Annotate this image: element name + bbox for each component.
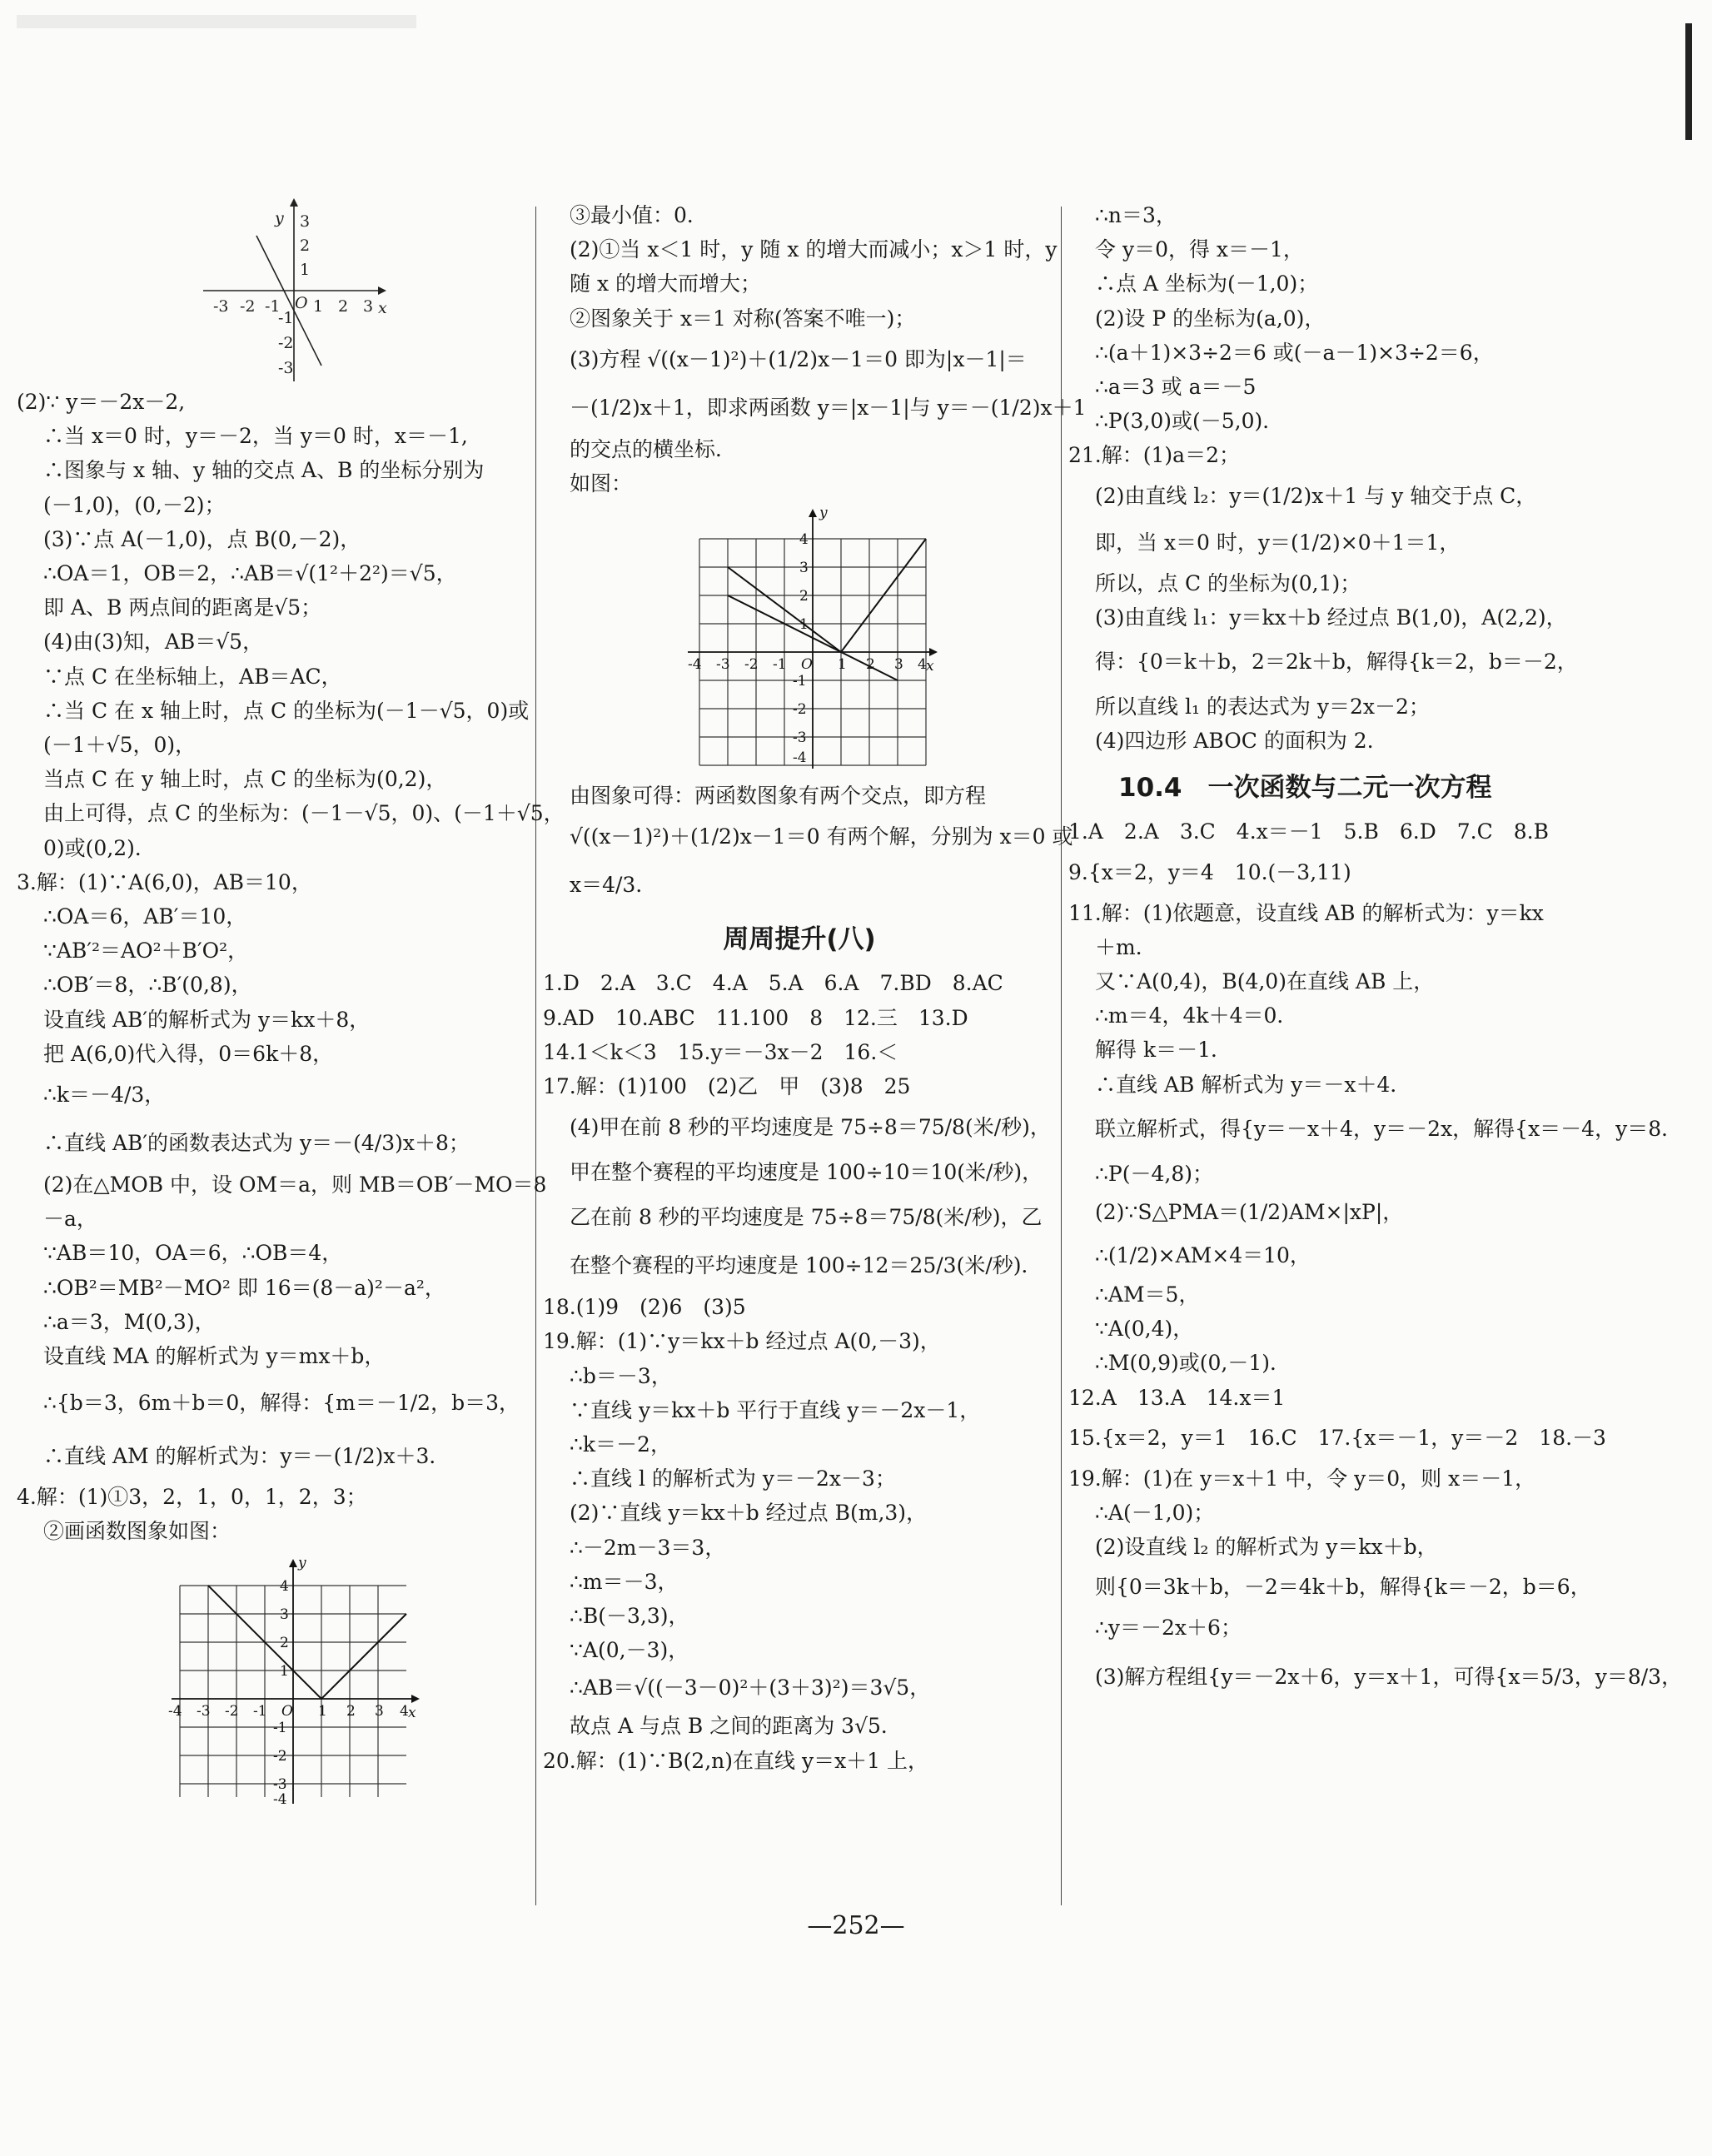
text-line: ∴a＝3，M(0,3)， [43, 1309, 216, 1334]
x-tick-label: -2 [744, 656, 759, 674]
text-line: 4.解：(1)①3，2，1，0，1，2，3； [17, 1485, 367, 1510]
y-axis-label: y [819, 505, 828, 522]
graph-abs-value-function [165, 1556, 423, 1805]
text-line: ∵AB＝10，OA＝6，∴OB＝4， [43, 1241, 343, 1266]
x-tick-label: 3 [363, 297, 374, 316]
text-line: 把 A(6,0)代入得，0＝6k＋8， [43, 1041, 334, 1066]
y-tick-label: 3 [280, 1606, 289, 1623]
text-line: (2)∵直线 y＝kx＋b 经过点 B(m,3)， [570, 1501, 928, 1526]
text-line: (－1,0)，(0,－2)； [43, 492, 226, 517]
text-line: ∵点 C 在坐标轴上，AB＝AC， [43, 664, 342, 689]
y-tick-label: -2 [273, 1747, 287, 1765]
x-tick-label: 3 [375, 1702, 384, 1720]
y-tick-label: 2 [280, 1634, 289, 1651]
column-divider-2 [1061, 207, 1062, 1905]
y-tick-label: 2 [300, 237, 311, 255]
scan-top-noise [17, 15, 416, 28]
text-line: ∴k＝－2， [570, 1432, 671, 1457]
y-tick-label: 2 [799, 588, 809, 605]
text-line: ∴(a＋1)×3÷2＝6 或(－a－1)×3÷2＝6， [1095, 340, 1494, 365]
text-line: 甲在整个赛程的平均速度是 100÷10＝10(米/秒)， [570, 1160, 1043, 1185]
y-tick-label: 1 [300, 261, 311, 279]
text-line: 14.1＜k＜3 15.y＝－3x－2 16.＜ [543, 1039, 898, 1064]
text-line: 由上可得，点 C 的坐标为：(－1－√5，0)、(－1＋√5， [43, 801, 565, 826]
text-line: ∴(1/2)×AM×4＝10， [1095, 1243, 1311, 1268]
x-tick-label: 4 [400, 1702, 409, 1720]
text-line: 9.{x＝2，y＝4 10.(－3,11) [1068, 859, 1351, 884]
x-tick-label: -4 [168, 1702, 182, 1720]
text-line: ②图象关于 x＝1 对称(答案不唯一)； [570, 306, 916, 331]
origin-label: O [281, 1702, 293, 1720]
y-tick-label: 4 [280, 1577, 289, 1595]
graph-line-y-neg2x-neg2 [197, 198, 396, 385]
text-line: 17.解：(1)100 (2)乙 甲 (3)8 25 [543, 1074, 911, 1099]
answer-column-1 [17, 198, 565, 1805]
text-line: ∴OB²＝MB²－MO² 即 16＝(8－a)²－a²， [43, 1275, 445, 1300]
text-line: x＝4/3． [570, 873, 657, 898]
y-tick-label: -1 [278, 309, 294, 327]
text-line: ③最小值：0． [570, 203, 708, 227]
x-tick-label: -1 [265, 297, 281, 316]
text-line: 21.解：(1)a＝2； [1068, 443, 1240, 468]
text-line: ∴n＝3， [1095, 203, 1177, 227]
text-line: ∴OA＝6，AB′＝10， [43, 904, 247, 929]
y-tick-label: 3 [799, 560, 809, 577]
section-title-weekly-review: 周周提升(八) [723, 924, 876, 955]
text-line: ∴AM＝5， [1095, 1282, 1200, 1307]
text-line: 故点 A 与点 B 之间的距离为 3√5． [570, 1714, 902, 1739]
text-line: ∴直线 AB 解析式为 y＝－x＋4． [1095, 1072, 1411, 1097]
x-tick-label: 2 [346, 1702, 356, 1720]
text-line: 由图象可得：两函数图象有两个交点，即方程 [570, 784, 987, 809]
x-tick-label: -2 [225, 1702, 239, 1720]
text-line: 所以，点 C 的坐标为(0,1)； [1095, 570, 1361, 595]
text-line: 12.A 13.A 14.x＝1 [1068, 1385, 1286, 1410]
x-tick-label: 4 [918, 656, 927, 674]
text-line: (2)设 P 的坐标为(a,0)， [1095, 306, 1326, 331]
text-line: 令 y＝0，得 x＝－1， [1095, 237, 1304, 262]
text-line: －(1/2)x＋1，即求两函数 y＝|x－1|与 y＝－(1/2)x＋1 [570, 395, 1087, 420]
x-axis-label: x [408, 1704, 416, 1721]
text-line: ∴当 x＝0 时，y＝－2，当 y＝0 时，x＝－1, [43, 424, 468, 449]
x-tick-label: -1 [253, 1702, 267, 1720]
text-line: √((x－1)²)＋(1/2)x－1＝0 有两个解，分别为 x＝0 或 [570, 824, 1073, 849]
text-line: ∵A(0,－3)， [570, 1638, 689, 1663]
text-line: ∴直线 l 的解析式为 y＝－2x－3； [570, 1466, 896, 1491]
text-line: ∴直线 AB′的函数表达式为 y＝－(4/3)x＋8； [43, 1131, 470, 1156]
y-tick-label: 4 [799, 531, 809, 549]
column-divider-1 [535, 207, 536, 1905]
text-line: (3)方程 √((x－1)²)＋(1/2)x－1＝0 即为|x－1|＝ [570, 346, 1027, 371]
text-line: (3)解方程组{y＝－2x＋6，y＝x＋1，可得{x＝5/3，y＝8/3， [1095, 1664, 1683, 1689]
y-tick-label: -1 [793, 673, 807, 690]
text-line: (2)设直线 l₂ 的解析式为 y＝kx＋b， [1095, 1535, 1438, 1560]
x-tick-label: 3 [894, 656, 903, 674]
text-line: (4)四边形 ABOC 的面积为 2. [1095, 729, 1374, 754]
y-axis-label: y [275, 209, 284, 227]
text-line: 19.解：(1)∵y＝kx＋b 经过点 A(0,－3)， [543, 1329, 941, 1354]
x-tick-label: 1 [838, 656, 847, 674]
text-line: ∴m＝－3， [570, 1569, 679, 1594]
text-line: 11.解：(1)依题意，设直线 AB 的解析式为：y＝kx [1068, 900, 1544, 925]
text-line: (4)甲在前 8 秒的平均速度是 75÷8＝75/8(米/秒)， [570, 1115, 1051, 1140]
text-line: 的交点的横坐标． [570, 436, 737, 461]
text-line: (2)∵S△PMA＝(1/2)AM×|xP|， [1095, 1200, 1404, 1225]
text-line: ∴B(－3,3)， [570, 1604, 689, 1629]
x-tick-label: 1 [318, 1702, 327, 1720]
text-line: 又∵A(0,4)，B(4,0)在直线 AB 上， [1095, 969, 1435, 994]
text-line: 即 A、B 两点间的距离是√5； [43, 595, 322, 620]
text-line: (4)由(3)知，AB＝√5， [43, 630, 264, 655]
text-line: ∵A(0,4)， [1095, 1317, 1194, 1342]
text-line: 20.解：(1)∵B(2,n)在直线 y＝x＋1 上， [543, 1748, 929, 1773]
text-line: 随 x 的增大而增大； [570, 271, 761, 296]
text-line: 乙在前 8 秒的平均速度是 75÷8＝75/8(米/秒)，乙 [570, 1205, 1043, 1230]
text-line: －a， [43, 1207, 97, 1232]
x-tick-label: -2 [240, 297, 256, 316]
x-tick-label: -3 [716, 656, 730, 674]
text-line: 即，当 x＝0 时，y＝(1/2)×0＋1＝1， [1095, 530, 1461, 555]
text-line: ∴A(－1,0)； [1095, 1501, 1215, 1526]
text-line: 0)或(0,2)． [43, 835, 156, 860]
text-line: (2)∵ y＝－2x－2, [17, 390, 186, 414]
x-axis-label: x [378, 299, 387, 317]
text-line: ∴P(－4,8)； [1095, 1161, 1213, 1186]
text-line: 18.(1)9 (2)6 (3)5 [543, 1295, 746, 1320]
x-tick-label: -3 [213, 297, 229, 316]
text-line: 联立解析式，得{y＝－x＋4，y＝－2x，解得{x＝－4，y＝8． [1095, 1116, 1683, 1141]
text-line: ∵直线 y＝kx＋b 平行于直线 y＝－2x－1， [570, 1397, 981, 1422]
text-line: 19.解：(1)在 y＝x＋1 中，令 y＝0，则 x＝－1， [1068, 1466, 1536, 1491]
text-line: ∴a＝3 或 a＝－5 [1095, 375, 1257, 400]
x-tick-label: 2 [866, 656, 875, 674]
page-number: —252— [807, 1911, 905, 1940]
text-line: 1.A 2.A 3.C 4.x＝－1 5.B 6.D 7.C 8.B [1068, 819, 1549, 844]
text-line: 1.D 2.A 3.C 4.A 5.A 6.A 7.BD 8.AC [543, 971, 1003, 996]
y-tick-label: -3 [273, 1775, 287, 1793]
y-tick-label: 1 [799, 616, 809, 634]
text-line: ∴当 C 在 x 轴上时，点 C 的坐标为(－1－√5，0)或 [43, 698, 530, 723]
text-line: 则{0＝3k＋b，－2＝4k＋b，解得{k＝－2，b＝6， [1095, 1575, 1591, 1600]
x-tick-label: -1 [773, 656, 787, 674]
text-line: ②画函数图象如图： [43, 1519, 231, 1544]
scan-edge-mark [1685, 23, 1692, 140]
text-line: ∴直线 AM 的解析式为：y＝－(1/2)x＋3． [43, 1444, 450, 1469]
text-line: ∴k＝－4/3， [43, 1083, 166, 1108]
origin-label: O [801, 656, 813, 674]
text-line: ∴图象与 x 轴、y 轴的交点 A、B 的坐标分别为 [43, 458, 485, 483]
y-tick-label: -4 [793, 749, 807, 767]
text-line: ∴m＝4，4k＋4＝0． [1095, 1003, 1298, 1028]
x-tick-label: -3 [197, 1702, 211, 1720]
text-line: 当点 C 在 y 轴上时，点 C 的坐标为(0,2)， [43, 767, 447, 792]
text-line: (2)①当 x＜1 时，y 随 x 的增大而减小；x＞1 时，y [570, 237, 1058, 262]
text-line: ∴{b＝3，6m＋b＝0，解得：{m＝－1/2，b＝3， [43, 1391, 520, 1416]
text-line: 3.解：(1)∵A(6,0)，AB＝10， [17, 869, 312, 894]
text-line: ∴OB′＝8，∴B′(0,8)， [43, 973, 252, 998]
graph-two-functions-intersection [676, 504, 943, 770]
y-tick-label: -2 [278, 334, 294, 352]
text-line: 如图： [570, 471, 633, 496]
text-line: ∴P(3,0)或(－5,0)． [1095, 409, 1284, 434]
text-line: 设直线 MA 的解析式为 y＝mx＋b， [43, 1344, 386, 1369]
y-tick-label: 1 [280, 1662, 289, 1680]
y-tick-label: -2 [793, 701, 807, 719]
text-line: (3)由直线 l₁：y＝kx＋b 经过点 B(1,0)，A(2,2)， [1095, 605, 1567, 630]
text-line: 所以直线 l₁ 的表达式为 y＝2x－2； [1095, 695, 1430, 719]
text-line: (2)由直线 l₂：y＝(1/2)x＋1 与 y 轴交于点 C， [1095, 483, 1537, 508]
x-tick-label: 1 [313, 297, 324, 316]
text-line: 9.AD 10.ABC 11.100 8 12.三 13.D [543, 1005, 968, 1030]
text-line: ∴y＝－2x＋6； [1095, 1616, 1242, 1641]
text-line: ∴－2m－3＝3， [570, 1535, 726, 1560]
answer-column-2 [543, 198, 1087, 1778]
y-tick-label: -1 [273, 1719, 287, 1736]
section-title-10-4: 10.4 一次函数与二元一次方程 [1118, 773, 1492, 804]
text-line: ∴点 A 坐标为(－1,0)； [1095, 271, 1319, 296]
text-line: (2)在△MOB 中，设 OM＝a，则 MB＝OB′－MO＝8 [43, 1173, 547, 1198]
x-tick-label: 2 [338, 297, 349, 316]
text-line: ∵AB′²＝AO²＋B′O²， [43, 939, 249, 963]
text-line: 在整个赛程的平均速度是 100÷12＝25/3(米/秒)． [570, 1253, 1043, 1278]
x-tick-label: -4 [688, 656, 702, 674]
text-line: ＋m． [1095, 934, 1157, 959]
text-line: ∴AB＝√((－3－0)²＋(3＋3)²)＝3√5， [570, 1676, 931, 1700]
y-tick-label: -4 [273, 1790, 287, 1805]
text-line: (3)∵点 A(－1,0)，点 B(0,－2)， [43, 526, 361, 551]
answer-column-3 [1068, 198, 1683, 1709]
y-tick-label: -3 [278, 359, 294, 377]
text-line: 解得 k＝－1． [1095, 1038, 1232, 1063]
text-line: ∴M(0,9)或(0,－1)． [1095, 1351, 1291, 1376]
x-axis-label: x [926, 658, 934, 675]
text-line: ∴OA＝1，OB＝2，∴AB＝√(1²＋2²)＝√5， [43, 561, 457, 586]
text-line: 得：{0＝k＋b，2＝2k＋b，解得{k＝2，b＝－2， [1095, 650, 1578, 675]
text-line: ∴b＝－3， [570, 1363, 672, 1388]
y-axis-label: y [298, 1555, 306, 1571]
text-line: (－1＋√5，0)， [43, 733, 197, 758]
text-line: 设直线 AB′的解析式为 y＝kx＋8， [43, 1007, 371, 1032]
y-tick-label: 3 [300, 212, 311, 231]
origin-label: O [295, 294, 308, 312]
text-line: 15.{x＝2，y＝1 16.C 17.{x＝－1，y＝－2 18.－3 [1068, 1425, 1606, 1450]
y-tick-label: -3 [793, 729, 807, 747]
